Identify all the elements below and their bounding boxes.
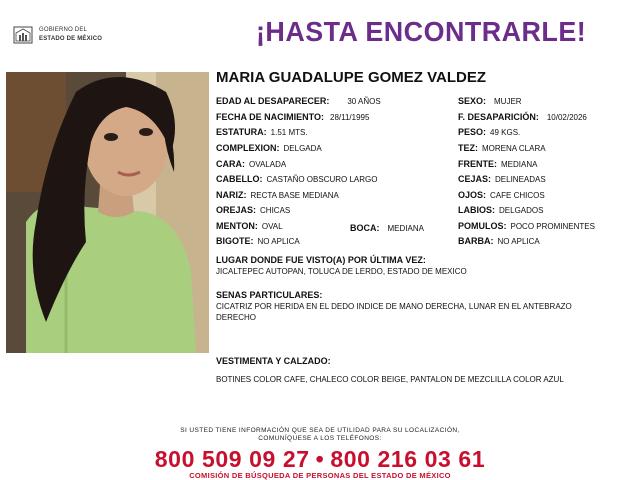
bigote-label: BIGOTE: [216,236,254,246]
labios-label: LABIOS: [458,205,495,215]
field-orejas [216,205,290,216]
state-emblem-icon [12,24,34,46]
field-ojos [458,190,545,201]
desaparicion-value: 10/02/2026 [546,113,587,122]
pomulos-label: POMULOS: [458,221,507,231]
complexion-value: DELGADA [283,144,322,153]
barba-value: NO APLICA [497,237,540,246]
desaparicion-label: F. DESAPARICIÓN: [458,112,539,122]
nariz-label: NARIZ: [216,190,247,200]
field-edad [216,96,381,107]
pomulos-value: POCO PROMINENTES [510,222,595,231]
orejas-label: OREJAS: [216,205,257,215]
menton-value: OVAL [261,222,283,231]
ojos-value: CAFE CHICOS [490,191,545,200]
nariz-value: RECTA BASE MEDIANA [250,191,339,200]
cabello-label: CABELLO: [216,174,263,184]
field-menton [216,221,283,232]
bigote-value: NO APLICA [257,237,300,246]
vestimenta-text: BOTINES COLOR CAFE, CHALECO COLOR BEIGE, PANTALON DE MEZCLILLA COLOR AZUL [216,375,564,384]
peso-label: PESO: [458,127,487,137]
gov-line1: GOBIERNO DEL [39,27,88,33]
field-nariz [216,190,339,201]
footer-note-line1: SI USTED TIENE INFORMACIÓN QUE SEA DE UTILIDAD PARA SU LOCALIZACIÓN, [180,427,460,434]
phone-numbers [0,446,640,473]
menton-label: MENTON: [216,221,258,231]
headline: ¡HASTA ENCONTRARLE! [256,16,587,47]
frente-label: FRENTE: [458,159,497,169]
field-desaparicion [458,112,587,123]
cabello-value: CASTAÑO OBSCURO LARGO [266,175,378,184]
lugar-text: JICALTEPEC AUTOPAN, TOLUCA DE LERDO, ESTADO DE MEXICO [216,267,467,276]
field-nacimiento [216,112,369,123]
government-logo [12,22,142,48]
commission-name: COMISIÓN DE BÚSQUEDA DE PERSONAS DEL ESTADO DE MÉXICO [189,471,451,480]
nacimiento-value: 28/11/1995 [330,113,370,122]
cara-label: CARA: [216,159,245,169]
field-estatura [216,127,308,138]
estatura-value: 1.51 MTS. [270,128,308,137]
field-labios [458,205,543,216]
senas-title: SENAS PARTICULARES: [216,290,323,300]
person-photo [6,72,209,353]
field-tez [458,143,546,154]
field-barba [458,236,540,247]
complexion-label: COMPLEXION: [216,143,280,153]
labios-value: DELGADOS [499,206,544,215]
tez-value: MORENA CLARA [482,144,546,153]
edad-label: EDAD AL DESAPARECER: [216,96,330,106]
field-cara [216,159,286,170]
nacimiento-label: FECHA DE NACIMIENTO: [216,112,324,122]
phone-1[interactable]: 800 509 09 27 [154,446,310,472]
phone-separator: • [315,446,325,472]
footer-note-line2: COMUNÍQUESE A LOS TELÉFONOS: [258,435,382,442]
ojos-label: OJOS: [458,190,487,200]
field-pomulos [458,221,595,232]
orejas-value: CHICAS [260,206,291,215]
barba-label: BARBA: [458,236,494,246]
person-name: MARIA GUADALUPE GOMEZ VALDEZ [216,69,486,86]
edad-value: 30 AÑOS [347,97,381,106]
tez-label: TEZ: [458,143,478,153]
boca-value: MEDIANA [387,224,424,233]
senas-text: CICATRIZ POR HERIDA EN EL DEDO INDICE DE MANO DERECHA, LUNAR EN EL ANTEBRAZO DERECHO [216,302,572,322]
sexo-value: MUJER [494,97,522,106]
cejas-value: DELINEADAS [495,175,546,184]
frente-value: MEDIANA [501,160,538,169]
cara-value: OVALADA [249,160,287,169]
gov-line2: ESTADO DE MÉXICO [39,36,103,42]
field-peso [458,127,520,138]
phone-2[interactable]: 800 216 03 61 [330,446,486,472]
field-bigote [216,236,300,247]
sexo-label: SEXO: [458,96,487,106]
vestimenta-title: VESTIMENTA Y CALZADO: [216,356,331,366]
field-cabello [216,174,377,185]
field-complexion [216,143,322,154]
peso-value: 49 KGS. [490,128,521,137]
estatura-label: ESTATURA: [216,127,267,137]
lugar-title: LUGAR DONDE FUE VISTO(A) POR ÚLTIMA VEZ: [216,255,426,265]
field-cejas [458,174,546,185]
field-sexo [458,96,522,107]
field-frente [458,159,537,170]
cejas-label: CEJAS: [458,174,492,184]
boca-label: BOCA: [350,223,380,233]
field-boca [350,223,424,234]
